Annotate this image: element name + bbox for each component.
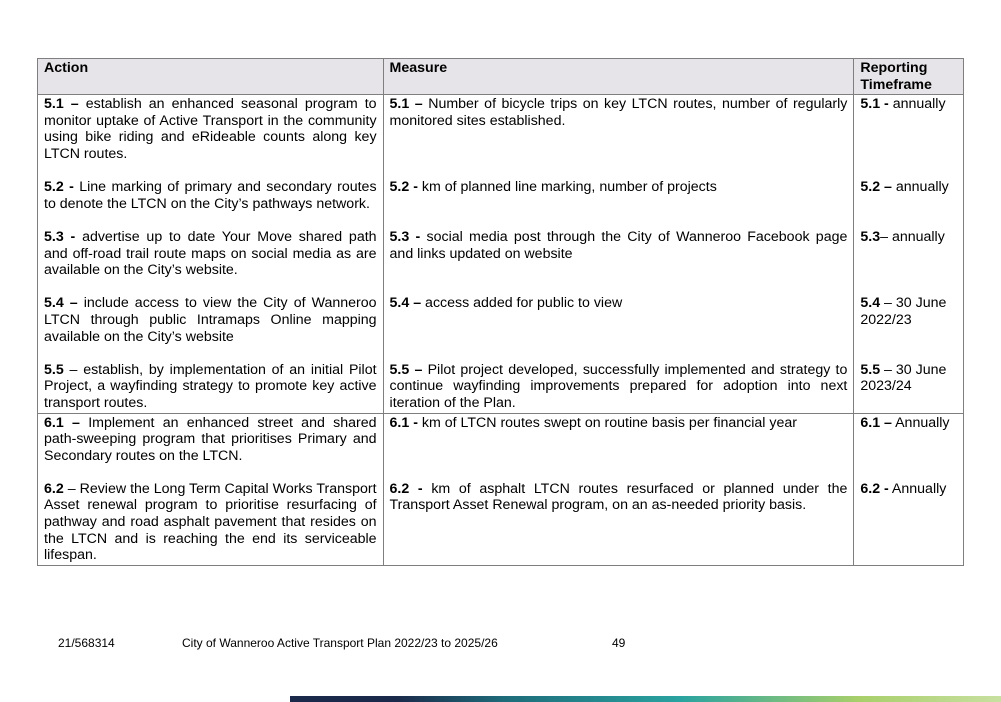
- header-measure: Measure: [383, 59, 854, 95]
- action-6-1: 6.1 – Implement an enhanced street and shared path-sweeping program that prioritises Primary and Secondary routes on the LTCN.: [44, 414, 377, 464]
- table-row: [38, 413, 964, 565]
- action-5-2: 5.2 - Line marking of primary and secondary routes to denote the LTCN on the City’s pathways network.: [44, 179, 377, 212]
- measure-5-1: 5.1 – Number of bicycle trips on key LTCN routes, number of regularly monitored sites established.: [389, 96, 848, 129]
- footer-page-number: 49: [612, 636, 626, 650]
- action-5-3: 5.3 - advertise up to date Your Move shared path and off-road trail route maps on social media as are available on the City’s website.: [44, 228, 377, 279]
- timeframe-5-5: 5.5 – 30 June 2023/24: [860, 361, 947, 395]
- measure-5-4: 5.4 – access added for public to view: [389, 295, 623, 312]
- header-action: Action: [38, 59, 384, 95]
- timeframe-5-1: 5.1 - annually: [860, 96, 946, 113]
- timeframe-5-3: 5.3– annually: [860, 228, 945, 245]
- action-cell: [38, 95, 384, 413]
- footer-doc-title: City of Wanneroo Active Transport Plan 2022/23 to 2025/26: [182, 636, 498, 650]
- footer-doc-number: 21/568314: [58, 636, 115, 650]
- footer-gradient-bar: [290, 696, 1001, 702]
- measure-6-2: 6.2 - km of asphalt LTCN routes resurfaced or planned under the Transport Asset Renewal program, on an as-needed priority basis.: [389, 480, 848, 514]
- timeframe-6-2: 6.2 - Annually: [860, 480, 947, 497]
- measure-5-3: 5.3 - social media post through the City of Wanneroo Facebook page and links updated on website: [389, 228, 848, 262]
- action-5-1: 5.1 – establish an enhanced seasonal program to monitor uptake of Active Transport in the community using bike riding and eRideable counts along key LTCN routes.: [44, 96, 377, 162]
- measure-5-5: 5.5 – Pilot project developed, successfully implemented and strategy to continue wayfinding improvements prepared for adoption into next iteration of the Plan.: [389, 361, 848, 411]
- timeframe-5-4: 5.4 – 30 June 2022/23: [860, 295, 947, 328]
- action-5-4: 5.4 – include access to view the City of Wanneroo LTCN through public Intramaps Online mapping available on the City’s website: [44, 295, 377, 345]
- action-6-2: 6.2 – Review the Long Term Capital Works Transport Asset renewal program to prioritise resurfacing of pathway and road asphalt pavement that resides on the LTCN and is reaching the end its serviceable lifespan.: [44, 480, 377, 564]
- action-cell: [38, 413, 384, 565]
- action-5-5: 5.5 – establish, by implementation of an initial Pilot Project, a wayfinding strategy to promote key active transport routes.: [44, 361, 377, 411]
- measure-5-2: 5.2 - km of planned line marking, number of projects: [389, 179, 717, 196]
- timeframe-cell: [854, 95, 964, 413]
- action-measure-table: [37, 58, 964, 566]
- measure-cell: [383, 413, 854, 565]
- table-row: [38, 95, 964, 413]
- measure-cell: [383, 95, 854, 413]
- timeframe-5-2: 5.2 – annually: [860, 179, 949, 196]
- table-header-row: [38, 59, 964, 95]
- header-reporting-timeframe: Reporting Timeframe: [854, 59, 964, 95]
- timeframe-cell: [854, 413, 964, 565]
- timeframe-6-1: 6.1 – Annually: [860, 414, 950, 431]
- measure-6-1: 6.1 - km of LTCN routes swept on routine basis per financial year: [389, 414, 797, 431]
